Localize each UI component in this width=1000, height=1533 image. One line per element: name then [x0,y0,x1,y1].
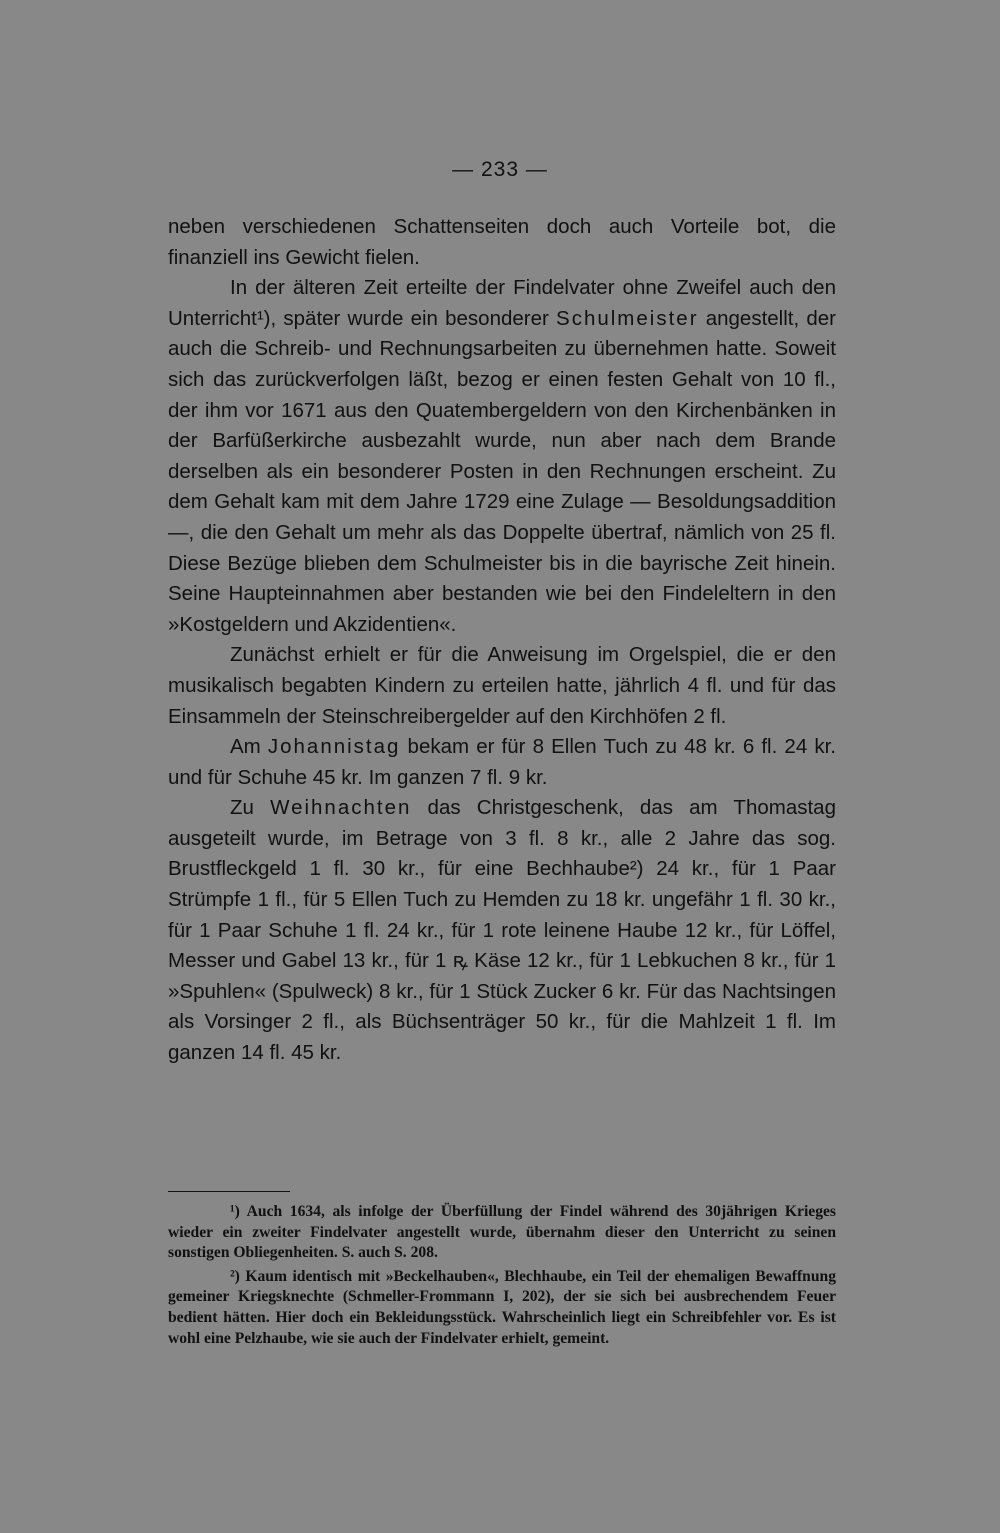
paragraph-5-pre: Zu [230,796,271,820]
paragraph-4-post: bekam er für 8 Ellen Tuch zu 48 kr. 6 fl. 24 kr. und für Schuhe 45 kr. Im ganzen 7 fl. 9 kr. [168,735,836,789]
paragraph-2 [168,273,836,640]
spaced-word-weihnachten: Weihnachten [270,796,412,820]
paragraph-2-post: angestellt, der auch die Schreib- und Rechnungsarbeiten zu übernehmen hatte. Soweit sich das zurückverfolgen läßt, bezog er einen festen Gehalt von 10 fl., der ihm vor 1671 aus den Quatembergeldern von den Kirchenbänken in der Barfüßerkirche ausbezahlt wurde, nun aber nach dem Brande derselben als ein besonderer Posten in den Rechnungen erscheint. Zu dem Gehalt kam mit dem Jahre 1729 eine Zulage — Besoldungsaddition —, die den Gehalt um mehr als das Doppelte übertraf, nämlich von 25 fl. Diese Bezüge blieben dem Schulmeister bis in die bayrische Zeit hinein. Seine Haupteinnahmen aber bestanden wie bei den Findeleltern in den »Kostgeldern und Akzidentien«. [168,306,836,636]
paragraph-1: neben verschiedenen Schattenseiten doch auch Vorteile bot, die finanziell ins Gewicht fielen. [168,215,836,269]
paragraph-3: Zunächst erhielt er für die Anweisung im Orgelspiel, die er den musikalisch begabten Kindern zu erteilen hatte, jährlich 4 fl. und für das Einsammeln der Steinschreibergelder auf den Kirchhöfen 2 fl. [168,643,836,728]
footnote-divider [168,1191,290,1192]
spaced-word-schulmeister: Schulmeister [556,306,699,330]
page-number: — 233 — [452,158,548,181]
body-text [168,212,836,1069]
footnotes [168,1202,836,1352]
paragraph-5 [168,793,836,1068]
footnote-2: ²) Kaum identisch mit »Beckelhauben«, Blechhaube, ein Teil der ehemaligen Bewaffnung gemeiner Kriegsknechte (Schmeller-Frommann I, 202), der sie sich bei ausbrechendem Feuer bedient hätten. Hier doch ein Bekleidungsstück. Wahrscheinlich liegt ein Schreibfehler vor. Es ist wohl eine Pelzhaube, wie sie auch der Findelvater erhielt, gemeint. [168,1267,836,1347]
paragraph-4 [168,732,836,793]
spaced-word-johannistag: Johannistag [267,735,401,759]
paragraph-5-post: das Christgeschenk, das am Thomastag ausgeteilt wurde, im Betrage von 3 fl. 8 kr., alle 2 Jahre das sog. Brustfleckgeld 1 fl. 30 kr., für eine Bechhaube²) 24 kr., für 1 Paar Strümpfe 1 fl., für 5 Ellen Tuch zu Hemden zu 18 kr. ungefähr 1 fl. 30 kr., für 1 Paar Schuhe 1 fl. 24 kr., für 1 rote leinene Haube 12 kr., für Löffel, Messer und Gabel 13 kr., für 1 ꝶ Käse 12 kr., für 1 Lebkuchen 8 kr., für 1 »Spuhlen« (Spulweck) 8 kr., für 1 Stück Zucker 6 kr. Für das Nachtsingen als Vorsinger 2 fl., als Büchsenträger 50 kr., für die Mahlzeit 1 fl. Im ganzen 14 fl. 45 kr. [168,796,836,1065]
footnote-1: ¹) Auch 1634, als infolge der Überfüllung der Findel während des 30jährigen Krieges wieder ein zweiter Findelvater angestellt wurde, übernahm dieser den Unterricht zu seinen sonstigen Obliegenheiten. S. auch S. 208. [168,1203,836,1262]
paragraph-2-pre: In der älteren Zeit erteilte der Findelvater ohne Zweifel auch den Unterricht¹), später wurde ein besonderer [168,276,836,330]
paragraph-4-pre: Am [230,735,268,759]
